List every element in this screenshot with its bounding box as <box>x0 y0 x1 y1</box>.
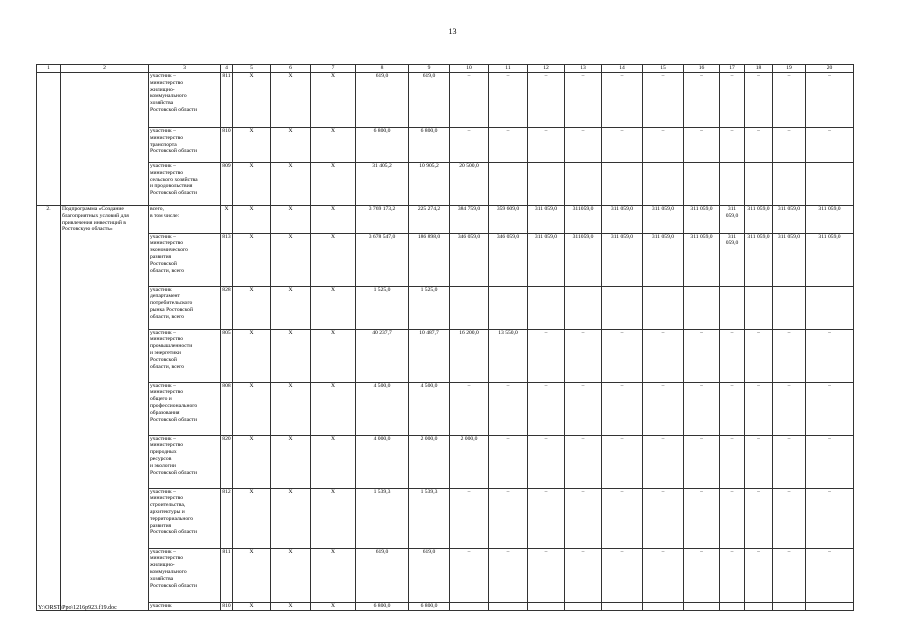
value-cell: 359 609,0 <box>489 206 528 234</box>
column-header: 7 <box>311 65 356 73</box>
value-cell: 13 550,0 <box>489 329 528 382</box>
value-cell: – <box>489 73 528 128</box>
value-cell: – <box>565 435 602 488</box>
participant-cell: участник – министерство жилищно- коммунального хозяйства Ростовской области <box>149 548 221 602</box>
column-header: 16 <box>684 65 720 73</box>
row-number-cell <box>37 233 61 286</box>
page-number: 13 <box>448 27 457 36</box>
x-cell: X <box>271 382 311 435</box>
value-cell: 20 500,0 <box>450 163 489 206</box>
x-cell: X <box>233 286 271 329</box>
value-cell <box>489 163 528 206</box>
code-cell: 828 <box>221 286 233 329</box>
row-number-cell <box>37 128 61 163</box>
value-cell <box>806 602 854 610</box>
value-cell: – <box>602 435 643 488</box>
x-cell: X <box>311 435 356 488</box>
value-cell: – <box>643 435 684 488</box>
x-cell: X <box>271 233 311 286</box>
participant-cell: участник департамент потребительского рынка Ростовской области, всего <box>149 286 221 329</box>
x-cell: X <box>311 602 356 610</box>
x-cell: X <box>233 435 271 488</box>
column-header: 19 <box>773 65 806 73</box>
participant-cell: участник – министерство строительства, архитектуры и территориального развития Ростовской области <box>149 488 221 548</box>
participant-cell: участник – министерство экономического развития Ростовской области, всего <box>149 233 221 286</box>
total-cell: 31 405,2 <box>356 163 409 206</box>
value-cell: – <box>806 382 854 435</box>
value-cell: – <box>565 488 602 548</box>
value-cell: 10 905,2 <box>409 163 450 206</box>
value-cell: – <box>684 329 720 382</box>
value-cell <box>489 286 528 329</box>
participant-cell: участник – министерство транспорта Ростовской области <box>149 128 221 163</box>
value-cell: – <box>684 73 720 128</box>
value-cell: 346 059,0 <box>450 233 489 286</box>
table-row <box>37 286 854 329</box>
value-cell: – <box>720 128 745 163</box>
x-cell: X <box>233 602 271 610</box>
x-cell: X <box>271 163 311 206</box>
table-row <box>37 163 854 206</box>
x-cell: X <box>271 128 311 163</box>
code-cell: 813 <box>221 233 233 286</box>
total-cell: 3 769 173,2 <box>356 206 409 234</box>
total-cell: 4 500,0 <box>356 382 409 435</box>
x-cell: X <box>233 128 271 163</box>
value-cell: 311 059,0 <box>806 233 854 286</box>
value-cell <box>745 602 773 610</box>
value-cell: – <box>720 488 745 548</box>
value-cell <box>684 602 720 610</box>
value-cell: – <box>684 382 720 435</box>
column-header: 10 <box>450 65 489 73</box>
value-cell: – <box>720 329 745 382</box>
row-number-cell <box>37 382 61 435</box>
value-cell: 311 059,0 <box>806 206 854 234</box>
x-cell: X <box>233 548 271 602</box>
value-cell: – <box>773 128 806 163</box>
value-cell <box>565 602 602 610</box>
x-cell: X <box>271 488 311 548</box>
table-row <box>37 128 854 163</box>
value-cell: – <box>450 488 489 548</box>
value-cell: 311 059,0 <box>684 206 720 234</box>
value-cell: – <box>773 488 806 548</box>
value-cell: 2 000,0 <box>450 435 489 488</box>
value-cell: – <box>450 548 489 602</box>
value-cell: – <box>602 548 643 602</box>
x-cell: X <box>311 233 356 286</box>
x-cell: X <box>233 73 271 128</box>
value-cell: 311 059,0 <box>720 206 745 234</box>
total-cell: 6 800,0 <box>356 128 409 163</box>
value-cell <box>643 602 684 610</box>
participant-cell: всего, в том числе: <box>149 206 221 234</box>
code-cell: X <box>221 206 233 234</box>
value-cell: – <box>565 382 602 435</box>
value-cell: – <box>643 329 684 382</box>
column-header: 5 <box>233 65 271 73</box>
value-cell: – <box>745 329 773 382</box>
code-cell: 812 <box>221 488 233 548</box>
value-cell: 311 059,0 <box>745 233 773 286</box>
value-cell <box>602 602 643 610</box>
value-cell: 16 200,0 <box>450 329 489 382</box>
total-cell: 1 525,0 <box>356 286 409 329</box>
total-cell: 619,0 <box>356 548 409 602</box>
x-cell: X <box>233 233 271 286</box>
column-header: 3 <box>149 65 221 73</box>
participant-cell: участник – министерство сельского хозяйства и продовольствия Ростовской области <box>149 163 221 206</box>
value-cell: – <box>806 435 854 488</box>
total-cell: 3 678 547,0 <box>356 233 409 286</box>
value-cell: – <box>720 548 745 602</box>
total-cell: 4 000,0 <box>356 435 409 488</box>
value-cell: 346 059,0 <box>489 233 528 286</box>
value-cell: – <box>489 382 528 435</box>
column-header: 6 <box>271 65 311 73</box>
x-cell: X <box>311 128 356 163</box>
value-cell: – <box>806 329 854 382</box>
value-cell: 311 059,0 <box>773 206 806 234</box>
value-cell: 311 059,0 <box>643 233 684 286</box>
value-cell: 619,0 <box>409 548 450 602</box>
x-cell: X <box>271 206 311 234</box>
file-path-footer: Y:\ORST\Ppo\1216p923.f19.doc <box>38 605 117 611</box>
program-cell <box>61 435 149 488</box>
total-cell: 1 539,3 <box>356 488 409 548</box>
x-cell: X <box>233 163 271 206</box>
value-cell: 311 059,0 <box>528 206 565 234</box>
value-cell <box>684 286 720 329</box>
column-header: 2 <box>61 65 149 73</box>
value-cell: – <box>643 128 684 163</box>
x-cell: X <box>311 382 356 435</box>
header-row <box>37 65 854 73</box>
value-cell <box>773 163 806 206</box>
value-cell: 311059,0 <box>565 206 602 234</box>
value-cell: 311 059,0 <box>773 233 806 286</box>
value-cell: – <box>450 382 489 435</box>
x-cell: X <box>311 73 356 128</box>
code-cell: 820 <box>221 435 233 488</box>
value-cell: 311 059,0 <box>602 233 643 286</box>
value-cell: – <box>720 382 745 435</box>
x-cell: X <box>233 329 271 382</box>
value-cell: – <box>720 73 745 128</box>
value-cell <box>806 163 854 206</box>
value-cell <box>684 163 720 206</box>
value-cell <box>528 163 565 206</box>
code-cell: 811 <box>221 73 233 128</box>
row-number-cell <box>37 435 61 488</box>
program-cell <box>61 329 149 382</box>
value-cell: – <box>565 548 602 602</box>
value-cell: – <box>528 382 565 435</box>
value-cell: – <box>745 73 773 128</box>
value-cell: – <box>602 488 643 548</box>
value-cell: – <box>565 329 602 382</box>
value-cell: – <box>602 73 643 128</box>
row-number-cell <box>37 163 61 206</box>
participant-cell: участник <box>149 602 221 610</box>
value-cell: 311 059,0 <box>643 206 684 234</box>
x-cell: X <box>233 206 271 234</box>
value-cell <box>720 602 745 610</box>
value-cell <box>773 286 806 329</box>
value-cell: 311 059,0 <box>684 233 720 286</box>
value-cell: – <box>528 435 565 488</box>
x-cell: X <box>271 73 311 128</box>
total-cell: 6 800,0 <box>356 602 409 610</box>
table-row <box>37 548 854 602</box>
value-cell: 311 059,0 <box>720 233 745 286</box>
x-cell: X <box>271 602 311 610</box>
row-number-cell: 2. <box>37 206 61 234</box>
value-cell: – <box>602 329 643 382</box>
column-header: 15 <box>643 65 684 73</box>
value-cell: – <box>643 488 684 548</box>
value-cell: 1 539,3 <box>409 488 450 548</box>
value-cell: – <box>565 73 602 128</box>
value-cell: – <box>528 73 565 128</box>
column-header: 4 <box>221 65 233 73</box>
value-cell: 311 059,0 <box>602 206 643 234</box>
value-cell: – <box>806 548 854 602</box>
value-cell: – <box>773 329 806 382</box>
value-cell <box>528 602 565 610</box>
column-header: 13 <box>565 65 602 73</box>
program-cell <box>61 382 149 435</box>
row-number-cell <box>37 329 61 382</box>
value-cell: – <box>528 548 565 602</box>
program-cell: Подпрограмма «Создание благоприятных условий для привлечения инвестиций в Ростовскую область» <box>61 206 149 234</box>
value-cell: – <box>643 382 684 435</box>
value-cell <box>528 286 565 329</box>
program-cell <box>61 488 149 548</box>
data-table <box>36 64 854 611</box>
x-cell: X <box>311 163 356 206</box>
value-cell: – <box>745 488 773 548</box>
value-cell: – <box>528 329 565 382</box>
x-cell: X <box>311 548 356 602</box>
value-cell: – <box>773 548 806 602</box>
program-cell <box>61 163 149 206</box>
value-cell: – <box>745 548 773 602</box>
participant-cell: участник – министерство общего и профессионального образования Ростовской области <box>149 382 221 435</box>
table-row <box>37 206 854 234</box>
participant-cell: участник – министерство природных ресурсов и экологии Ростовской области <box>149 435 221 488</box>
value-cell: – <box>489 548 528 602</box>
value-cell: 311059,0 <box>565 233 602 286</box>
x-cell: X <box>233 382 271 435</box>
total-cell: 619,0 <box>356 73 409 128</box>
value-cell: – <box>684 435 720 488</box>
value-cell: – <box>489 435 528 488</box>
value-cell: 186 898,0 <box>409 233 450 286</box>
x-cell: X <box>271 435 311 488</box>
x-cell: X <box>311 329 356 382</box>
column-header: 14 <box>602 65 643 73</box>
code-cell: 805 <box>221 329 233 382</box>
value-cell: 311 059,0 <box>745 206 773 234</box>
value-cell: – <box>643 548 684 602</box>
value-cell: – <box>602 128 643 163</box>
program-cell <box>61 233 149 286</box>
x-cell: X <box>311 286 356 329</box>
value-cell <box>450 602 489 610</box>
value-cell: 1 525,0 <box>409 286 450 329</box>
table-row <box>37 73 854 128</box>
value-cell <box>773 602 806 610</box>
x-cell: X <box>233 488 271 548</box>
value-cell <box>745 286 773 329</box>
value-cell: – <box>745 435 773 488</box>
value-cell <box>602 286 643 329</box>
row-number-cell <box>37 488 61 548</box>
table-row <box>37 382 854 435</box>
participant-cell: участник – министерство жилищно- коммунального хозяйства Ростовской области <box>149 73 221 128</box>
value-cell: – <box>773 435 806 488</box>
code-cell: 811 <box>221 548 233 602</box>
code-cell: 809 <box>221 163 233 206</box>
value-cell: – <box>602 382 643 435</box>
value-cell: 2 000,0 <box>409 435 450 488</box>
value-cell: – <box>720 435 745 488</box>
value-cell: – <box>773 73 806 128</box>
row-number-cell <box>37 548 61 602</box>
table-row <box>37 233 854 286</box>
value-cell: – <box>745 128 773 163</box>
value-cell: – <box>773 382 806 435</box>
table-row <box>37 435 854 488</box>
value-cell: 311 059,0 <box>528 233 565 286</box>
column-header: 17 <box>720 65 745 73</box>
row-number-cell <box>37 73 61 128</box>
value-cell: – <box>684 548 720 602</box>
value-cell <box>806 286 854 329</box>
code-cell: 810 <box>222 602 231 609</box>
program-cell <box>61 73 149 128</box>
value-cell: 10 487,7 <box>409 329 450 382</box>
participant-cell: участник – министерство промышленности и энергетики Ростовской области, всего <box>149 329 221 382</box>
value-cell <box>745 163 773 206</box>
value-cell: – <box>806 488 854 548</box>
value-cell: 384 759,0 <box>450 206 489 234</box>
value-cell: – <box>643 73 684 128</box>
value-cell <box>565 163 602 206</box>
column-header: 20 <box>806 65 854 73</box>
value-cell: – <box>565 128 602 163</box>
value-cell: – <box>528 128 565 163</box>
row-number-cell <box>37 286 61 329</box>
value-cell <box>489 602 528 610</box>
value-cell: – <box>489 128 528 163</box>
value-cell: 225 274,2 <box>409 206 450 234</box>
value-cell <box>450 286 489 329</box>
value-cell: – <box>450 73 489 128</box>
program-cell <box>61 128 149 163</box>
column-header: 12 <box>528 65 565 73</box>
x-cell: X <box>271 286 311 329</box>
table-row <box>37 329 854 382</box>
column-header: 1 <box>37 65 61 73</box>
column-header: 11 <box>489 65 528 73</box>
column-header: 18 <box>745 65 773 73</box>
x-cell: X <box>271 548 311 602</box>
value-cell: – <box>489 488 528 548</box>
value-cell: – <box>806 128 854 163</box>
code-cell: 808 <box>221 382 233 435</box>
value-cell: 4 500,0 <box>409 382 450 435</box>
value-cell <box>720 286 745 329</box>
value-cell <box>602 163 643 206</box>
value-cell: 619,0 <box>409 73 450 128</box>
value-cell: – <box>806 73 854 128</box>
column-header: 8 <box>356 65 409 73</box>
value-cell: – <box>684 488 720 548</box>
program-cell <box>61 286 149 329</box>
value-cell: – <box>450 128 489 163</box>
total-cell: 40 237,7 <box>356 329 409 382</box>
value-cell: – <box>528 488 565 548</box>
value-cell: – <box>745 382 773 435</box>
column-header: 9 <box>409 65 450 73</box>
value-cell <box>565 286 602 329</box>
program-cell <box>61 548 149 602</box>
value-cell: 6 800,0 <box>409 128 450 163</box>
value-cell <box>643 286 684 329</box>
value-cell: 6 800,0 <box>409 602 450 610</box>
value-cell <box>720 163 745 206</box>
x-cell: X <box>311 488 356 548</box>
x-cell: X <box>311 206 356 234</box>
table-row <box>37 602 854 610</box>
table-row <box>37 488 854 548</box>
code-cell: 810 <box>221 128 233 163</box>
value-cell <box>643 163 684 206</box>
x-cell: X <box>271 329 311 382</box>
value-cell: – <box>684 128 720 163</box>
